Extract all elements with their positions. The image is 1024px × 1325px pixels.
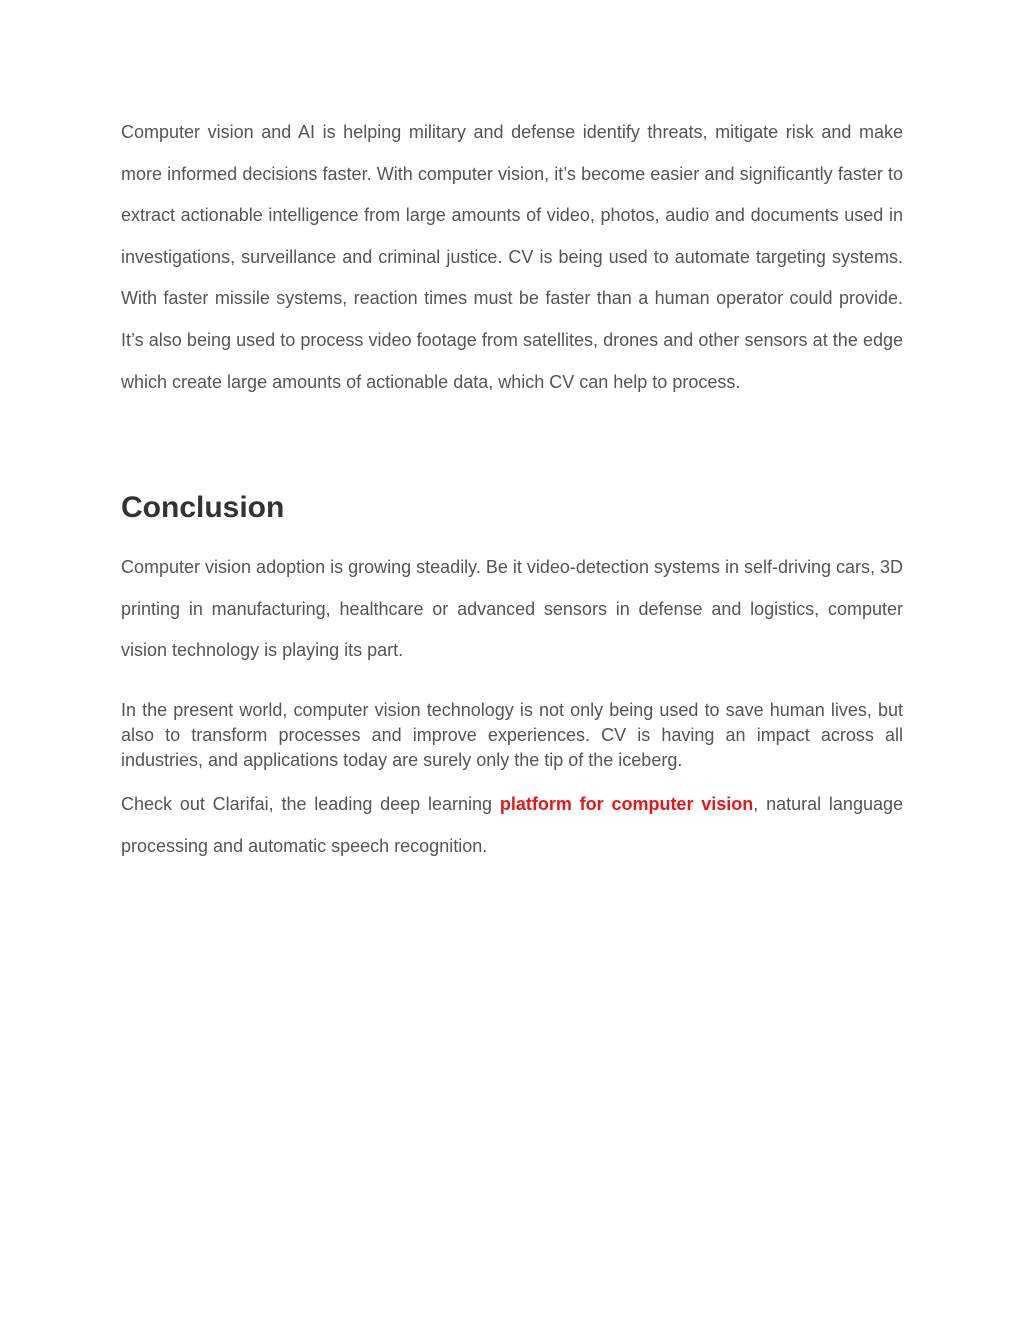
clarifai-cta-paragraph (121, 784, 903, 867)
cta-text-before: Check out Clarifai, the leading deep learning (121, 794, 500, 814)
cta-text-after: , natural language processing and automatic speech recognition. (121, 794, 903, 856)
conclusion-heading: Conclusion (121, 491, 285, 524)
adoption-paragraph: Computer vision adoption is growing steadily. Be it video-detection systems in self-driving cars, 3D printing in manufacturing, healthcare or advanced sensors in defense and logistics, computer vision technology is playing its part. (121, 557, 904, 661)
present-world-paragraph: In the present world, computer vision technology is not only being used to save human lives, but also to transform processes and improve experiences. CV is having an impact across all industries, and applications today are surely only the tip of the iceberg. (121, 700, 903, 770)
intro-paragraph: Computer vision and AI is helping military and defense identify threats, mitigate risk and make more informed decisions faster. With computer vision, it’s become easier and significantly faster to extract actionable intelligence from large amounts of video, photos, audio and documents used in investigations, surveillance and criminal justice. CV is being used to automate targeting systems. With faster missile systems, reaction times must be faster than a human operator could provide. It’s also being used to process video footage from satellites, drones and other sensors at the edge which create large amounts of actionable data, which CV can help to process. (121, 122, 903, 392)
platform-link[interactable]: platform for computer vision (499, 794, 754, 814)
